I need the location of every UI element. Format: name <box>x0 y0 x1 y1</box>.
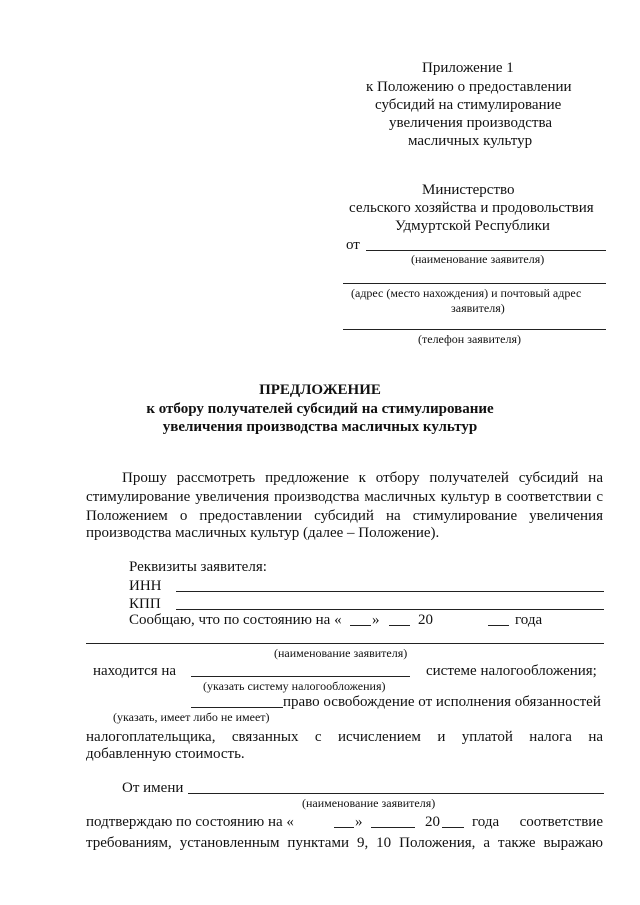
confirm-year-prefix: 20 <box>425 814 440 830</box>
confirm-quote-close: » <box>355 814 363 830</box>
report-text: Сообщаю, что по состоянию на « <box>129 612 342 628</box>
ministry-line-2: сельского хозяйства и продовольствия <box>349 200 594 216</box>
ministry-line-1: Министерство <box>422 182 515 198</box>
confirm-day-line[interactable] <box>334 827 354 828</box>
applicant-name-line <box>366 250 606 251</box>
confirm-year-line[interactable] <box>442 827 464 828</box>
requirements-line: требованиям, установленным пунктами 9, 10 Положения, а также выражаю <box>86 835 603 851</box>
applicant-name-caption: (наименование заявителя) <box>411 252 545 266</box>
para1-line-4: производства масличных культур (далее – Положение). <box>86 525 440 541</box>
exemption-field-line[interactable] <box>191 707 283 708</box>
confirm-month-line[interactable] <box>371 827 415 828</box>
document-subtitle-1: к отбору получателей субсидий на стимулирование <box>146 401 494 417</box>
document-title: ПРЕДЛОЖЕНИЕ <box>259 382 381 398</box>
address-caption-2: заявителя) <box>451 301 505 315</box>
applicant-field-line[interactable] <box>86 643 604 644</box>
ministry-line-3: Удмуртской Республики <box>395 218 550 234</box>
report-quote-close: » <box>372 612 380 628</box>
para1-line-2: стимулирование увеличения производства масличных культур в соответствии с <box>86 489 603 505</box>
taxpayer-line-1: налогоплательщика, связанных с исчислением и уплатой налога на <box>86 729 603 745</box>
address-caption-1: (адрес (место нахождения) и почтовый адрес <box>351 286 582 300</box>
appendix-line-5: масличных культур <box>408 133 533 149</box>
report-month-line[interactable] <box>389 625 410 626</box>
tax-system-field-line[interactable] <box>191 676 410 677</box>
inn-field-line[interactable] <box>176 591 604 592</box>
tax-system-text: системе налогообложения; <box>426 663 597 679</box>
para1-line-3: Положением о предоставлении субсидий на стимулирование увеличения <box>86 508 603 524</box>
taxpayer-line-2: добавленную стоимость. <box>86 746 245 762</box>
located-on-text: находится на <box>93 663 177 679</box>
tax-system-caption: (указать систему налогообложения) <box>203 679 386 693</box>
requisites-label: Реквизиты заявителя: <box>129 559 267 575</box>
on-behalf-text: От имени <box>122 780 184 796</box>
para1-line-1: Прошу рассмотреть предложение к отбору получателей субсидий на <box>122 470 603 486</box>
confirm-text-a: подтверждаю по состоянию на « <box>86 814 294 830</box>
report-year-word: года <box>515 612 543 628</box>
appendix-line-2: к Положению о предоставлении <box>366 79 572 95</box>
phone-line <box>343 329 606 330</box>
report-year-prefix: 20 <box>418 612 433 628</box>
exemption-text: право освобождение от исполнения обязанностей <box>283 694 601 710</box>
applicant-caption: (наименование заявителя) <box>274 646 408 660</box>
on-behalf-caption: (наименование заявителя) <box>302 796 436 810</box>
phone-caption: (телефон заявителя) <box>418 332 521 346</box>
exemption-caption: (указать, имеет либо не имеет) <box>113 710 270 724</box>
report-year-line[interactable] <box>488 625 509 626</box>
appendix-line-4: увеличения производства <box>389 115 552 131</box>
kpp-field-line[interactable] <box>176 609 604 610</box>
from-label: от <box>346 237 360 253</box>
appendix-line-1: Приложение 1 <box>422 60 514 76</box>
kpp-label: КПП <box>129 596 161 612</box>
document-subtitle-2: увеличения производства масличных культур <box>162 419 478 435</box>
report-day-line[interactable] <box>350 625 371 626</box>
appendix-line-3: субсидий на стимулирование <box>375 97 562 113</box>
address-line <box>343 283 606 284</box>
on-behalf-field-line[interactable] <box>188 793 604 794</box>
inn-label: ИНН <box>129 578 162 594</box>
confirm-text-b: года соответствие <box>472 814 603 830</box>
